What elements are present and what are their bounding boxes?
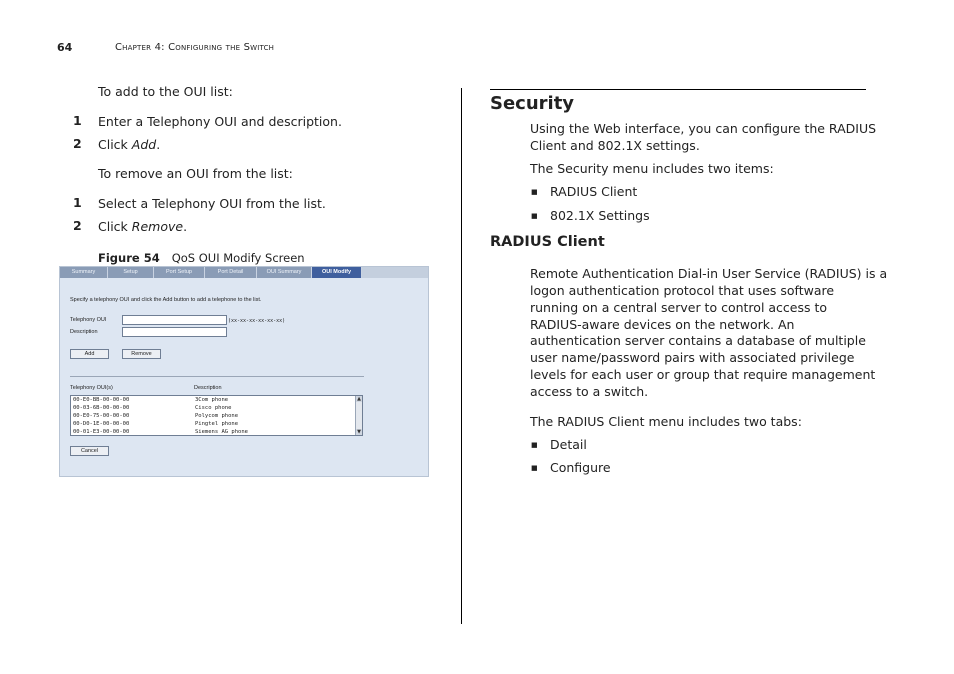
security-paragraph-line-2: Client and 802.1X settings. [530,138,700,153]
telephony-oui-label: Telephony OUI [70,317,107,323]
bullet-icon: ■ [531,464,538,472]
security-paragraph-line-1: Using the Web interface, you can configure the RADIUS [530,121,877,136]
instruction-text: Specify a telephony OUI and click the Add button to add a telephone to the list. [70,297,262,303]
remove-step-1-num: 1 [73,195,82,210]
radius-line-2: logon authentication protocol that uses software [530,283,835,298]
list-item[interactable]: 00-E0-BB-00-00-00 [73,397,130,403]
security-item-8021x: 802.1X Settings [550,208,650,223]
add-step-1-num: 1 [73,113,82,128]
cancel-button[interactable]: Cancel [70,446,109,456]
tab-bar-filler [362,267,428,278]
page-number: 64 [57,41,73,54]
add-button[interactable]: Add [70,349,109,359]
tab-port-detail[interactable]: Port Detail [205,267,257,278]
bullet-icon: ■ [531,188,538,196]
tab-port-setup[interactable]: Port Setup [154,267,205,278]
list-item-desc: Cisco phone [195,405,232,411]
qos-oui-modify-screenshot [59,266,429,477]
radius-line-3: running on a central server to control access to [530,300,828,315]
list-header-description: Description [194,385,222,391]
security-heading: Security [490,93,575,114]
section-separator [70,376,364,377]
bullet-icon: ■ [531,441,538,449]
radius-line-7: levels for each user or group that require management [530,367,876,382]
radius-line-1: Remote Authentication Dial-in User Service (RADIUS) is a [530,266,888,281]
radius-line-4: RADIUS-aware devices on the network. An [530,317,795,332]
radius-line-6: user name/password pairs with associated privilege [530,350,855,365]
list-item-desc: Polycom phone [195,413,239,419]
add-step-2-text: Click Add. [98,137,161,152]
description-label: Description [70,329,98,335]
scroll-down-icon[interactable]: ▼ [357,429,361,435]
tab-bar [60,267,362,278]
add-step-2-num: 2 [73,136,82,151]
remove-step-2-text: Click Remove. [98,219,188,234]
oui-format-hint: (xx-xx-xx-xx-xx-xx) [228,318,286,324]
security-menu-intro: The Security menu includes two items: [530,161,774,176]
description-input[interactable] [122,327,227,337]
remove-button[interactable]: Remove [122,349,161,359]
radius-tabs-intro: The RADIUS Client menu includes two tabs: [530,414,802,429]
tab-summary[interactable]: Summary [60,267,108,278]
list-header-oui: Telephony OUI(s) [70,385,113,391]
bullet-icon: ■ [531,212,538,220]
radius-line-5: authentication server contains a database of multiple [530,333,866,348]
list-item[interactable]: 00-E0-75-00-00-00 [73,413,130,419]
telephony-oui-listbox[interactable] [70,395,363,436]
tab-setup[interactable]: Setup [108,267,154,278]
list-item[interactable]: 00-01-E3-00-00-00 [73,429,130,435]
remove-step-2-num: 2 [73,218,82,233]
tab-oui-modify[interactable]: OUI Modify [312,267,362,278]
remove-intro: To remove an OUI from the list: [98,166,293,181]
column-divider [461,88,462,624]
list-item[interactable]: 00-D0-1E-00-00-00 [73,421,130,427]
radius-tab-configure: Configure [550,460,611,475]
tab-oui-summary[interactable]: OUI Summary [257,267,312,278]
figure-caption: Figure 54 QoS OUI Modify Screen [98,251,305,265]
add-intro: To add to the OUI list: [98,84,233,99]
radius-client-heading: RADIUS Client [490,234,605,250]
remove-step-1-text: Select a Telephony OUI from the list. [98,196,326,211]
list-item-desc: Siemens AG phone [195,429,248,435]
telephony-oui-input[interactable] [122,315,227,325]
list-item-desc: Pingtel phone [195,421,239,427]
radius-tab-detail: Detail [550,437,587,452]
section-rule [490,89,866,90]
add-step-1-text: Enter a Telephony OUI and description. [98,114,342,129]
security-item-radius-client: RADIUS Client [550,184,638,199]
scroll-up-icon[interactable]: ▲ [357,396,361,402]
list-item-desc: 3Com phone [195,397,229,403]
list-item[interactable]: 00-03-6B-00-00-00 [73,405,130,411]
listbox-scrollbar[interactable] [355,396,362,435]
radius-line-8: access to a switch. [530,384,649,399]
chapter-title: Chapter 4: Configuring the Switch [115,42,275,53]
